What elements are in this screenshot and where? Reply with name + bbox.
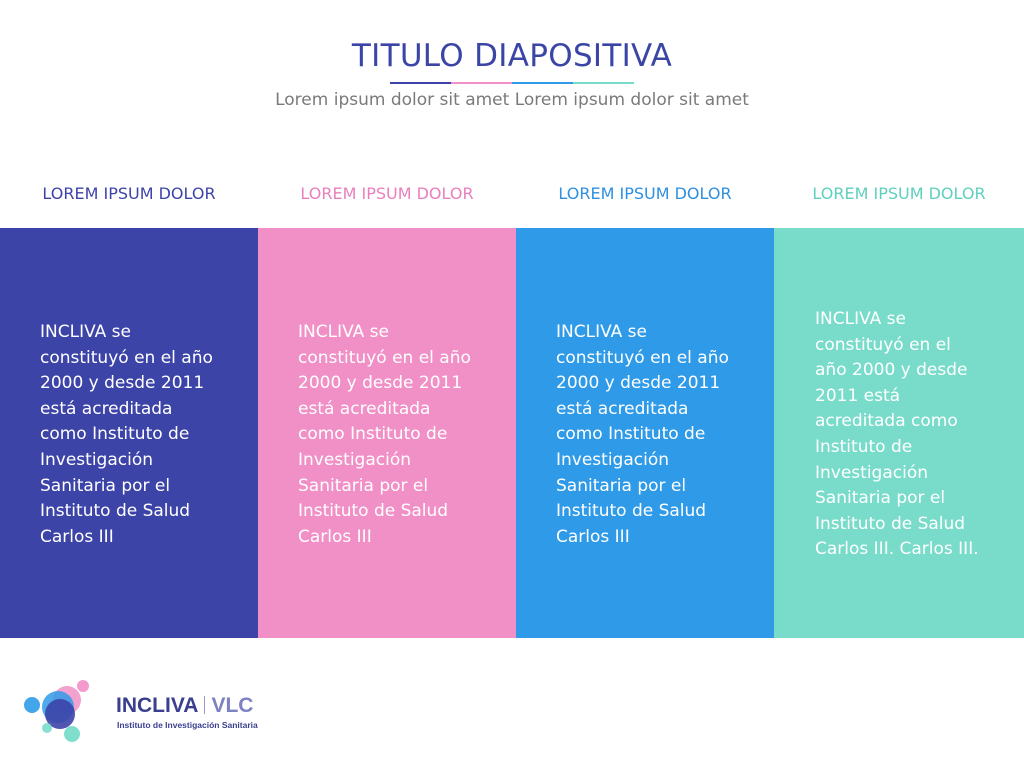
title-underline <box>390 82 634 84</box>
column-text-3: INCLIVA se constituyó en el año 2000 y desde 2011 está acreditada como Instituto de Investigación Sanitaria por el Instituto de Salud Carlos III <box>556 322 729 547</box>
slide-title: TITULO DIAPOSITIVA <box>351 38 673 74</box>
column-text-2: INCLIVA se constituyó en el año 2000 y desde 2011 está acreditada como Instituto de Investigación Sanitaria por el Instituto de Salud Carlos III <box>298 322 471 547</box>
column-header-2: LOREM IPSUM DOLOR <box>300 184 474 203</box>
column-panels <box>0 228 1024 638</box>
logo-wordmark <box>116 694 253 718</box>
slide-subtitle: Lorem ipsum dolor sit amet Lorem ipsum dolor sit amet <box>275 90 749 110</box>
incliva-logo <box>14 676 274 756</box>
title-underline-segment <box>390 82 451 84</box>
column-panel-1 <box>0 228 258 638</box>
column-panel-2 <box>258 228 516 638</box>
logo-city: VLC <box>211 694 254 717</box>
column-text-4: INCLIVA se constituyó en el año 2000 y desde 2011 está acreditada como Instituto de Investigación Sanitaria por el Instituto de Salud Carlos III. Carlos III. <box>815 309 979 560</box>
logo-separator <box>204 696 205 714</box>
column-header-1: LOREM IPSUM DOLOR <box>42 184 216 203</box>
column-header-3: LOREM IPSUM DOLOR <box>558 184 732 203</box>
column-panel-4 <box>774 228 1024 638</box>
column-header-4: LOREM IPSUM DOLOR <box>812 184 986 203</box>
logo-tagline: Instituto de Investigación Sanitaria <box>117 720 258 730</box>
title-underline-segment <box>512 82 573 84</box>
column-panel-3 <box>516 228 774 638</box>
title-underline-segment <box>573 82 634 84</box>
logo-name: INCLIVA <box>116 694 199 717</box>
incliva-blob-icon <box>14 676 104 756</box>
column-text-1: INCLIVA se constituyó en el año 2000 y desde 2011 está acreditada como Instituto de Investigación Sanitaria por el Instituto de Salud Carlos III <box>40 322 213 547</box>
column-headers <box>0 184 1024 210</box>
title-underline-segment <box>451 82 512 84</box>
